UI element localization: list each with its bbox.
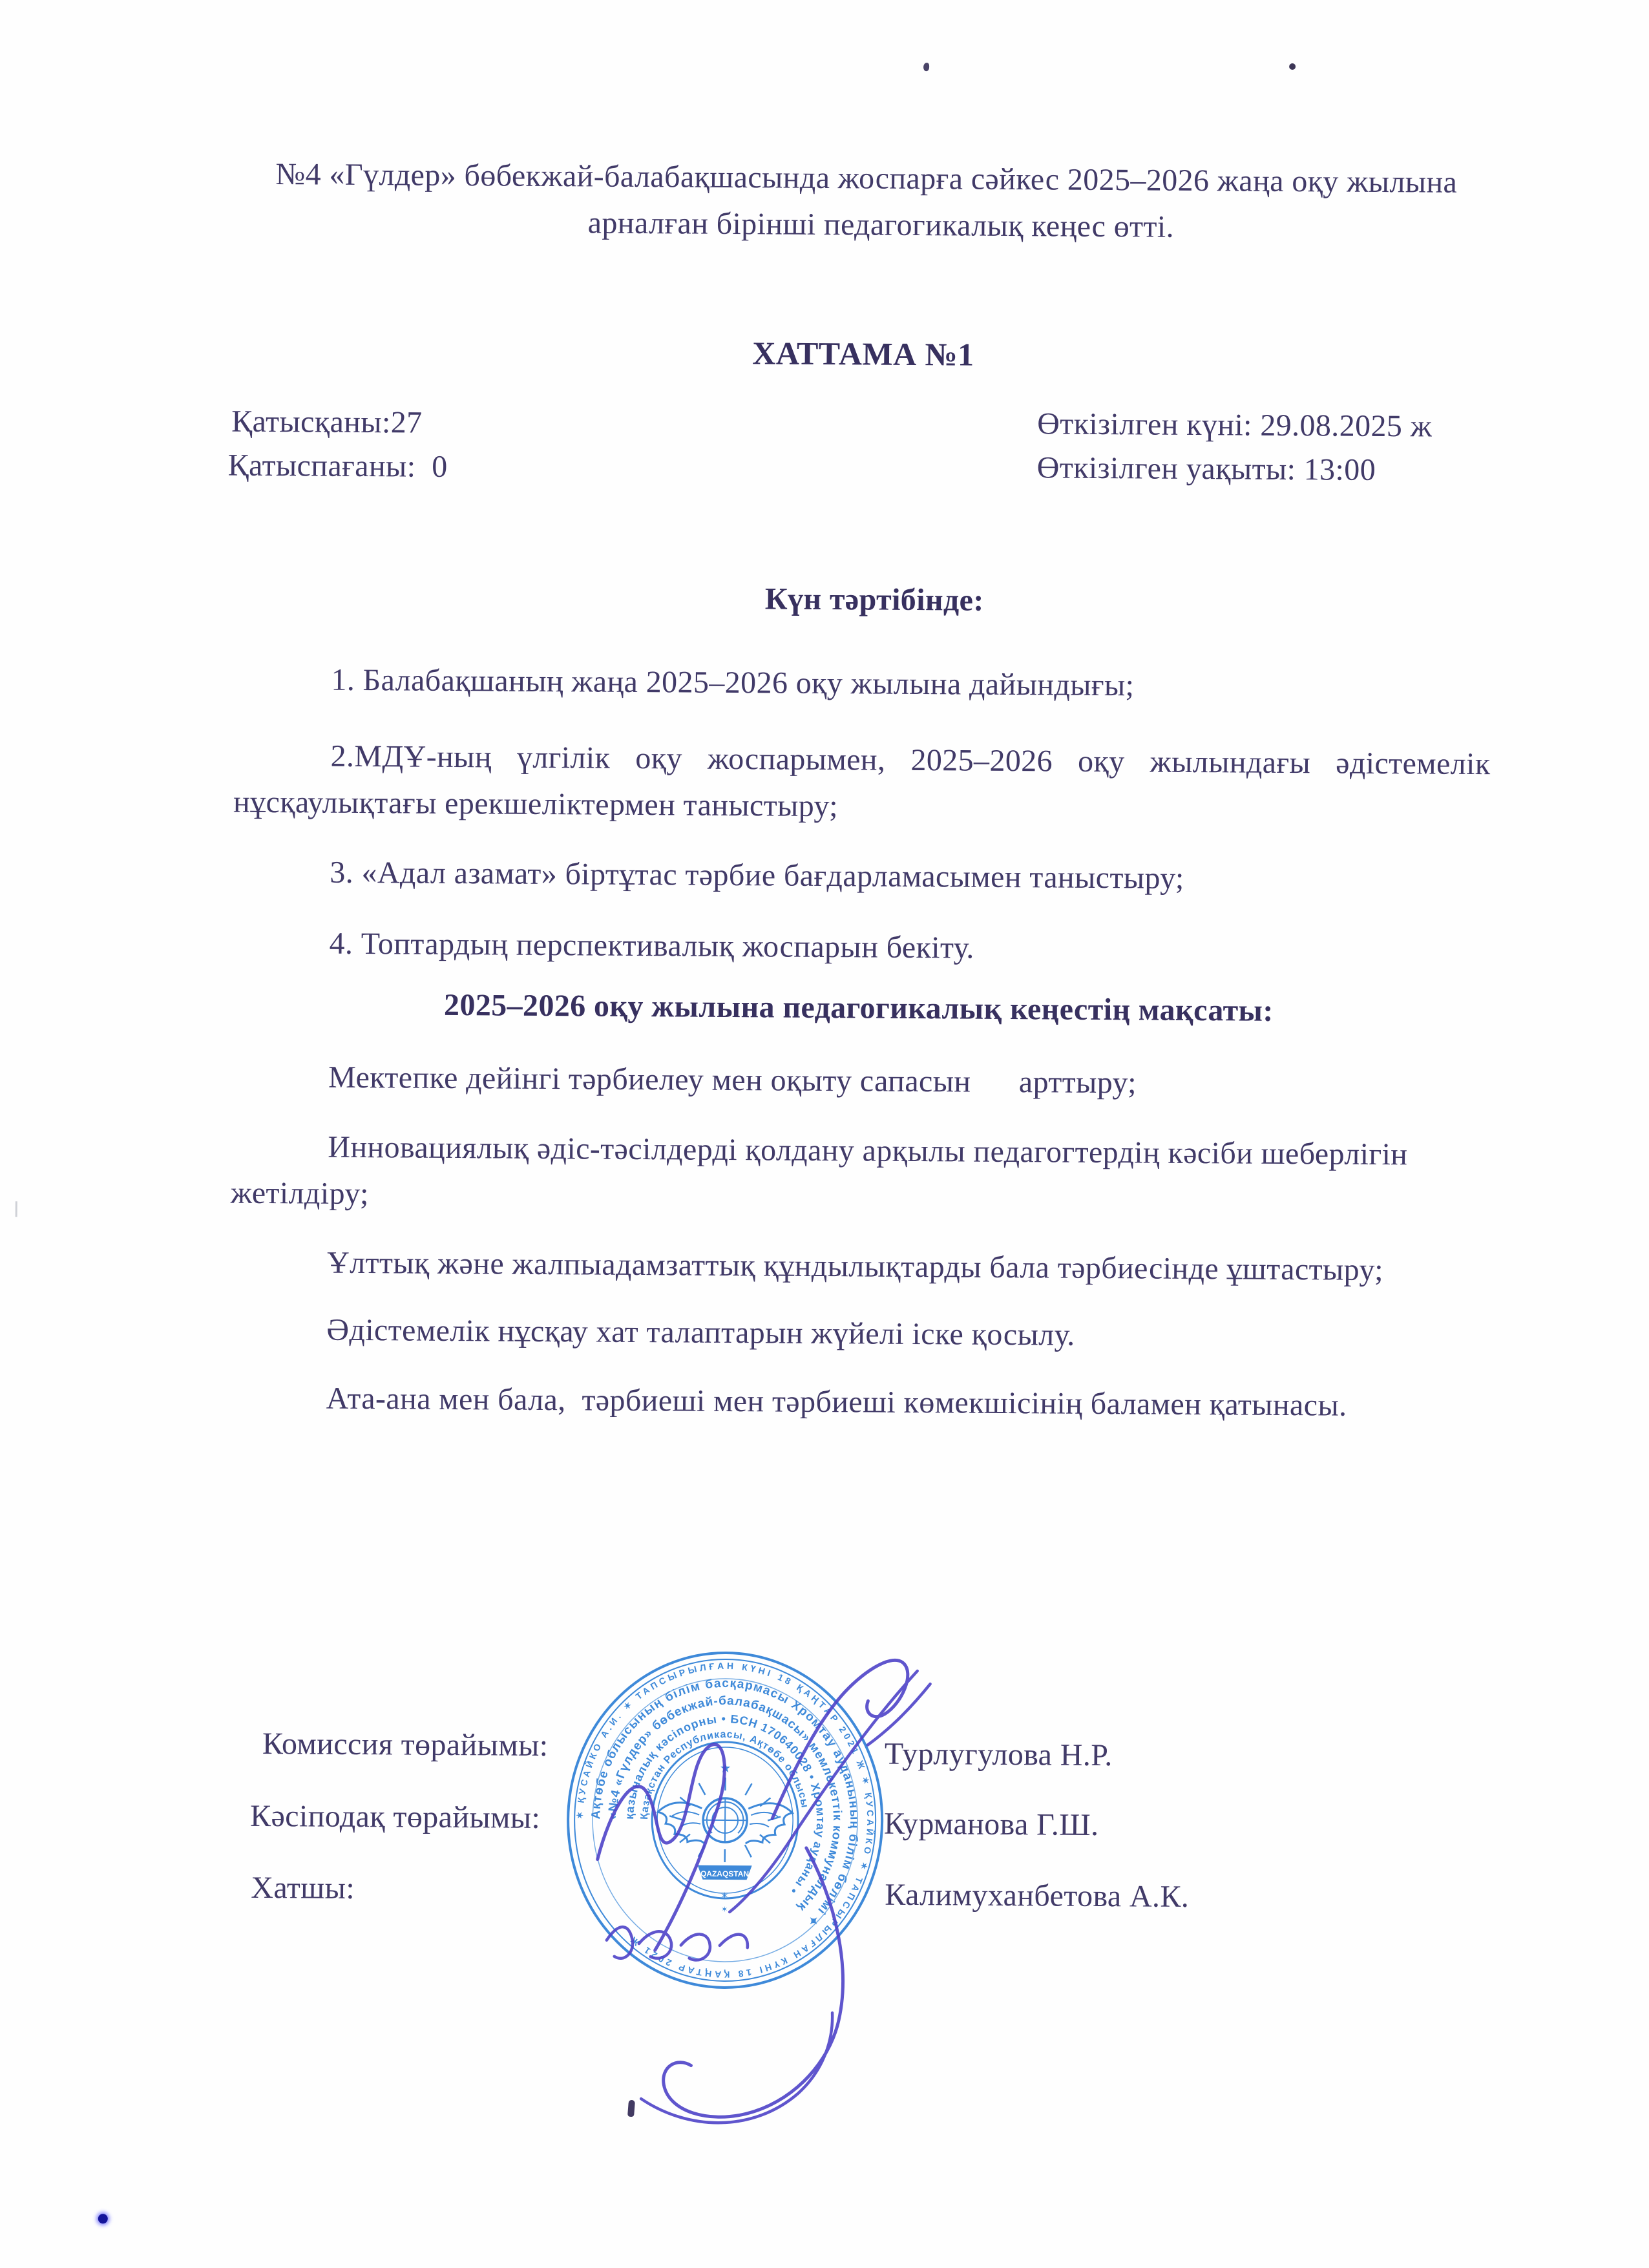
- stamp-ring-b-text: Ақтөбе облысының білім басқармасы Хромтау ауданының білім бөлімі ✦: [589, 1676, 861, 1929]
- goal-3: Ұлттық және жалпыадамзаттық құндылықтарды бала тәрбиесінде ұштастыру;: [326, 1245, 1384, 1288]
- svg-text:★: ★: [719, 1759, 731, 1776]
- agenda-heading: Күн тәртібінде:: [764, 582, 984, 618]
- goal-2-line1: Инновациялық әдіс-тәсілдерді қолдану арқылы педагогтердің кәсіби шеберлігін: [328, 1129, 1408, 1172]
- stamp-ring-e-text: Қазақстан Республикасы, Ақтөбе облысы: [639, 1728, 810, 1820]
- svg-text:✶: ✶: [721, 1904, 728, 1914]
- agenda-item-4: 4. Топтардың перспективалық жоспарын бекіту.: [329, 926, 974, 965]
- stamp-banner-text: QAZAQSTAN: [700, 1869, 750, 1879]
- goal-4: Әдістемелік нұсқау хат талаптарын жүйелі іске қосылу.: [326, 1312, 1075, 1352]
- document-title-line2: арналған бірінші педагогикалық кеңес өтті.: [587, 205, 1175, 244]
- ink-dot: [98, 2214, 108, 2223]
- stamp-ring-c-text: «№4 «Гүлдер» бөбекжай-балабақшасы» мемлекеттік коммуналдық: [606, 1694, 845, 1915]
- goal-2-line2: жетілдіру;: [230, 1175, 370, 1212]
- document-title-line1: №4 «Гүлдер» бөбекжай-балабақшасында жоспарға сәйкес 2025–2026 жаңа оқу жылына: [275, 157, 1458, 200]
- stamp-ring-d-text: қазыналық кәсіпорны • БСН 170640028 • Хромтау ауданы •: [623, 1712, 828, 1898]
- scan-speck: [1289, 63, 1296, 70]
- meeting-date: Өткізілген күні: 29.08.2025 ж: [1037, 406, 1433, 444]
- handwritten-signatures: [540, 1601, 996, 2172]
- scan-speck: [627, 2100, 635, 2117]
- union-chair-label: Кәсіподақ төрайымы:: [249, 1798, 541, 1835]
- svg-text:✶: ✶: [720, 1889, 729, 1902]
- stamp-ring-outer-text: ✶ ҚУСАЙКО А.И. ✶ ТАПСЫРЫЛҒАН КҮНІ 18 ҚАҢТАР 2021 Ж ✶ ҚУСАЙКО ✶ ТАПСЫРЫЛҒАН КҮНІ 18 ҚАҢТАР 2021 Ж: [574, 1660, 876, 1980]
- goals-heading: 2025–2026 оқу жылына педагогикалық кеңестің мақсаты:: [443, 987, 1274, 1028]
- agenda-item-3: 3. «Адал азамат» біртұтас тәрбие бағдарламасымен таныстыру;: [330, 855, 1184, 896]
- meeting-time: Өткізілген уақыты: 13:00: [1036, 450, 1376, 487]
- absent-count: Қатыспағаны: 0: [227, 448, 448, 484]
- goal-1: Мектепке дейінгі тәрбиелеу мен оқыту сапасын арттыру;: [328, 1060, 1137, 1100]
- agenda-item-2-line1: 2.МДҰ-ның үлгілік оқу жоспарымен, 2025–2026 оқу жылындағы әдістемелік: [330, 739, 1491, 782]
- union-chair-name: Курманова Г.Ш.: [883, 1806, 1099, 1842]
- scan-speck: [16, 1201, 17, 1217]
- attended-count: Қатысқаны:27: [231, 404, 423, 440]
- scan-speck: [923, 63, 929, 71]
- secretary-label: Хатшы:: [251, 1870, 355, 1906]
- commission-chair-name: Турлугулова Н.Р.: [884, 1736, 1113, 1773]
- agenda-item-1: 1. Балабақшаның жаңа 2025–2026 оқу жылына дайындығы;: [331, 662, 1135, 703]
- secretary-name: Калимуханбетова А.К.: [885, 1877, 1190, 1914]
- protocol-number-heading: ХАТТАМА №1: [752, 335, 974, 373]
- commission-chair-label: Комиссия төрайымы:: [262, 1726, 549, 1763]
- goal-5: Ата-ана мен бала, тәрбиеші мен тәрбиеші көмекшісінің баламен қатынасы.: [326, 1381, 1347, 1423]
- agenda-item-2-line2: нұсқаулықтағы ерекшеліктермен таныстыру;: [233, 784, 839, 824]
